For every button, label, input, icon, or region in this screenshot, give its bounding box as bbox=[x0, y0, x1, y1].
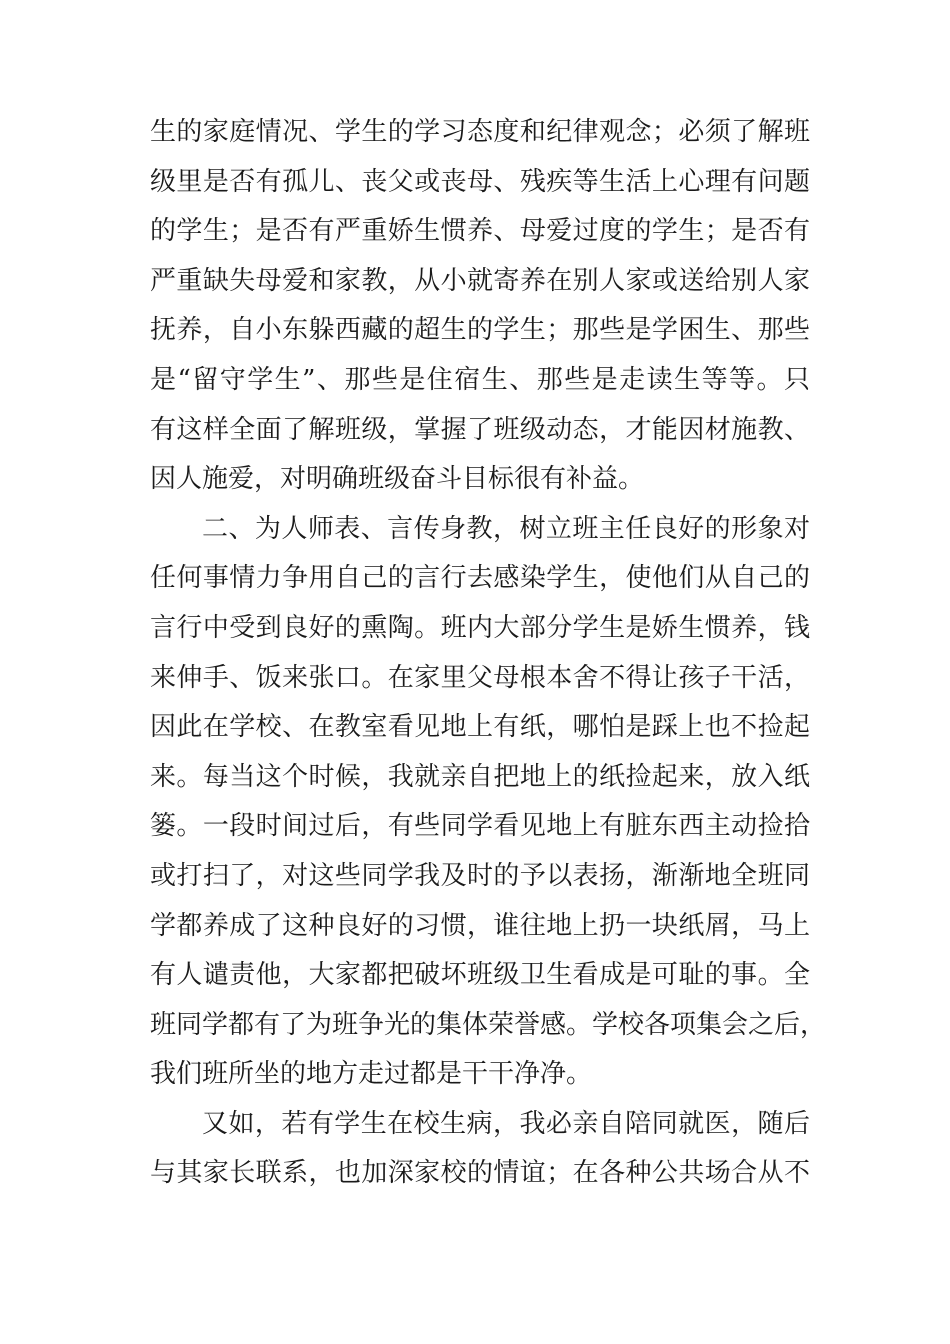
text-line: 来。每当这个时候，我就亲自把地上的纸捡起来，放入纸 bbox=[150, 761, 810, 792]
text-line: 或打扫了，对这些同学我及时的予以表扬，渐渐地全班同 bbox=[150, 860, 810, 891]
text-line: 严重缺失母爱和家教，从小就寄养在别人家或送给别人家 bbox=[150, 265, 810, 296]
text-line: 的学生；是否有严重娇生惯养、母爱过度的学生；是否有 bbox=[150, 216, 810, 247]
text-line: 任何事情力争用自己的言行去感染学生，使他们从自己的 bbox=[150, 563, 810, 594]
paragraph-start-line: 二、为人师表、言传身教，树立班主任良好的形象对 bbox=[202, 513, 810, 544]
document-body bbox=[150, 108, 827, 1199]
text-line: 因人施爱，对明确班级奋斗目标很有补益。 bbox=[150, 464, 645, 495]
paragraph-start-line: 又如，若有学生在校生病，我必亲自陪同就医，随后 bbox=[202, 1108, 810, 1139]
text-line: 学都养成了这种良好的习惯，谁往地上扔一块纸屑，马上 bbox=[150, 910, 810, 941]
text-line: 班同学都有了为班争光的集体荣誉感。学校各项集会之后， bbox=[150, 1009, 827, 1040]
text-line: 篓。一段时间过后，有些同学看见地上有脏东西主动捡拾 bbox=[150, 811, 810, 842]
text-line: 我们班所坐的地方走过都是干干净净。 bbox=[150, 1059, 593, 1090]
text-line: 来伸手、饭来张口。在家里父母根本舍不得让孩子干活， bbox=[150, 662, 810, 693]
text-line: 因此在学校、在教室看见地上有纸，哪怕是踩上也不捡起 bbox=[150, 712, 810, 743]
text-line: 级里是否有孤儿、丧父或丧母、残疾等生活上心理有问题 bbox=[150, 166, 810, 197]
text-line: 抚养，自小东躲西藏的超生的学生；那些是学困生、那些 bbox=[150, 315, 810, 346]
text-line: 与其家长联系，也加深家校的情谊；在各种公共场合从不 bbox=[150, 1158, 810, 1189]
text-line: 有这样全面了解班级，掌握了班级动态，才能因材施教、 bbox=[150, 414, 810, 445]
text-line: 言行中受到良好的熏陶。班内大部分学生是娇生惯养，钱 bbox=[150, 612, 810, 643]
text-line: 有人谴责他，大家都把破坏班级卫生看成是可耻的事。全 bbox=[150, 960, 810, 991]
text-line: 是“留守学生”、那些是住宿生、那些是走读生等等。只 bbox=[150, 364, 810, 395]
text-line: 生的家庭情况、学生的学习态度和纪律观念；必须了解班 bbox=[150, 117, 810, 147]
